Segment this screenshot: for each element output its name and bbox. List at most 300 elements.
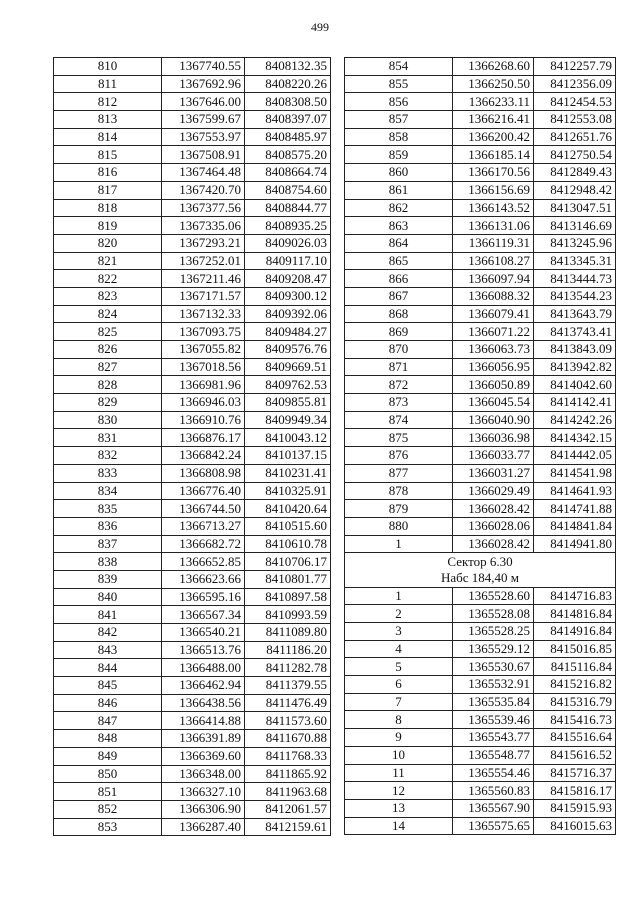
table-row xyxy=(345,58,616,76)
coordinate-y-cell: 8413245.96 xyxy=(534,234,616,252)
coordinate-y-cell: 8413146.69 xyxy=(534,217,616,235)
coordinate-x-cell: 1366250.50 xyxy=(453,75,534,93)
point-number-cell: 870 xyxy=(345,341,453,359)
table-row xyxy=(345,587,616,605)
coordinate-y-cell: 8411186.20 xyxy=(245,641,331,659)
coordinate-x-cell: 1366369.60 xyxy=(162,747,245,765)
coordinate-y-cell: 8410137.15 xyxy=(245,447,331,465)
point-number-cell: 854 xyxy=(345,58,453,76)
coordinate-y-cell: 8412651.76 xyxy=(534,128,616,146)
table-row xyxy=(54,677,331,695)
point-number-cell: 851 xyxy=(54,783,162,801)
coordinate-y-cell: 8410043.12 xyxy=(245,429,331,447)
coordinate-x-cell: 1366595.16 xyxy=(162,588,245,606)
table-row xyxy=(54,783,331,801)
coordinate-x-cell: 1366306.90 xyxy=(162,800,245,818)
table-row xyxy=(345,658,616,676)
table-row xyxy=(54,287,331,305)
coordinate-y-cell: 8413345.31 xyxy=(534,252,616,270)
coordinate-y-cell: 8409855.81 xyxy=(245,394,331,412)
point-number-cell: 846 xyxy=(54,694,162,712)
coordinate-y-cell: 8411379.55 xyxy=(245,677,331,695)
table-row xyxy=(54,553,331,571)
coordinate-y-cell: 8415016.85 xyxy=(534,640,616,658)
coordinate-x-cell: 1367252.01 xyxy=(162,252,245,270)
point-number-cell: 814 xyxy=(54,128,162,146)
point-number-cell: 831 xyxy=(54,429,162,447)
point-number-cell: 874 xyxy=(345,411,453,429)
coordinate-x-cell: 1366029.49 xyxy=(453,482,534,500)
table-row xyxy=(345,605,616,623)
table-row xyxy=(54,93,331,111)
table-row xyxy=(54,482,331,500)
coordinate-y-cell: 8410706.17 xyxy=(245,553,331,571)
point-number-cell: 873 xyxy=(345,394,453,412)
coordinate-x-cell: 1366348.00 xyxy=(162,765,245,783)
coordinate-y-cell: 8408664.74 xyxy=(245,164,331,182)
point-number-cell: 812 xyxy=(54,93,162,111)
coordinate-x-cell: 1366233.11 xyxy=(453,93,534,111)
coordinate-y-cell: 8411573.60 xyxy=(245,712,331,730)
point-number-cell: 858 xyxy=(345,128,453,146)
table-row xyxy=(54,252,331,270)
coordinate-x-cell: 1366131.06 xyxy=(453,217,534,235)
point-number-cell: 4 xyxy=(345,640,453,658)
coordinate-y-cell: 8415116.84 xyxy=(534,658,616,676)
coordinate-y-cell: 8410801.77 xyxy=(245,570,331,588)
point-number-cell: 1 xyxy=(345,535,453,553)
point-number-cell: 5 xyxy=(345,658,453,676)
table-row xyxy=(345,75,616,93)
coordinate-x-cell: 1365535.84 xyxy=(453,693,534,711)
coordinate-x-cell: 1367599.67 xyxy=(162,111,245,129)
coordinate-y-cell: 8409484.27 xyxy=(245,323,331,341)
coordinate-y-cell: 8413643.79 xyxy=(534,305,616,323)
coordinate-x-cell: 1366513.76 xyxy=(162,641,245,659)
table-row xyxy=(345,817,616,835)
coordinate-x-cell: 1366170.56 xyxy=(453,164,534,182)
point-number-cell: 841 xyxy=(54,606,162,624)
coordinate-y-cell: 8410897.58 xyxy=(245,588,331,606)
coordinate-y-cell: 8409949.34 xyxy=(245,411,331,429)
table-row xyxy=(54,376,331,394)
coordinate-x-cell: 1365528.60 xyxy=(453,587,534,605)
coordinate-y-cell: 8408397.07 xyxy=(245,111,331,129)
point-number-cell: 857 xyxy=(345,111,453,129)
table-row xyxy=(345,429,616,447)
table-row xyxy=(345,693,616,711)
coordinate-y-cell: 8409669.51 xyxy=(245,358,331,376)
coordinate-y-cell: 8414741.88 xyxy=(534,500,616,518)
table-row xyxy=(345,358,616,376)
point-number-cell: 849 xyxy=(54,747,162,765)
coordinate-x-cell: 1366268.60 xyxy=(453,58,534,76)
point-number-cell: 8 xyxy=(345,711,453,729)
coordinate-y-cell: 8408220.26 xyxy=(245,75,331,93)
coordinate-y-cell: 8414342.15 xyxy=(534,429,616,447)
coordinate-x-cell: 1366946.03 xyxy=(162,394,245,412)
coordinate-y-cell: 8413942.82 xyxy=(534,358,616,376)
coordinate-y-cell: 8415915.93 xyxy=(534,799,616,817)
point-number-cell: 876 xyxy=(345,447,453,465)
point-number-cell: 848 xyxy=(54,730,162,748)
point-number-cell: 853 xyxy=(54,818,162,836)
coordinate-y-cell: 8408485.97 xyxy=(245,128,331,146)
coordinate-x-cell: 1366088.32 xyxy=(453,287,534,305)
coordinate-y-cell: 8408754.60 xyxy=(245,181,331,199)
table-row xyxy=(345,464,616,482)
coordinate-y-cell: 8413843.09 xyxy=(534,341,616,359)
table-row xyxy=(54,517,331,535)
coordinate-x-cell: 1367018.56 xyxy=(162,358,245,376)
coordinate-x-cell: 1367740.55 xyxy=(162,58,245,76)
coordinate-y-cell: 8413047.51 xyxy=(534,199,616,217)
table-row xyxy=(345,181,616,199)
table-row xyxy=(54,588,331,606)
table-row xyxy=(54,305,331,323)
table-row xyxy=(54,411,331,429)
point-number-cell: 835 xyxy=(54,500,162,518)
point-number-cell: 855 xyxy=(345,75,453,93)
coordinate-y-cell: 8414941.80 xyxy=(534,535,616,553)
coordinate-y-cell: 8412553.08 xyxy=(534,111,616,129)
point-number-cell: 824 xyxy=(54,305,162,323)
coordinate-x-cell: 1366713.27 xyxy=(162,517,245,535)
point-number-cell: 1 xyxy=(345,587,453,605)
table-row xyxy=(345,323,616,341)
table-row xyxy=(345,447,616,465)
point-number-cell: 821 xyxy=(54,252,162,270)
table-row xyxy=(54,447,331,465)
coordinate-x-cell: 1366050.89 xyxy=(453,376,534,394)
table-row xyxy=(345,93,616,111)
point-number-cell: 872 xyxy=(345,376,453,394)
coordinate-y-cell: 8414916.84 xyxy=(534,623,616,641)
coordinate-x-cell: 1366036.98 xyxy=(453,429,534,447)
point-number-cell: 847 xyxy=(54,712,162,730)
point-number-cell: 852 xyxy=(54,800,162,818)
coordinate-x-cell: 1366097.94 xyxy=(453,270,534,288)
coordinate-y-cell: 8411476.49 xyxy=(245,694,331,712)
point-number-cell: 834 xyxy=(54,482,162,500)
point-number-cell: 837 xyxy=(54,535,162,553)
coordinate-x-cell: 1366910.76 xyxy=(162,411,245,429)
coordinate-y-cell: 8410325.91 xyxy=(245,482,331,500)
point-number-cell: 861 xyxy=(345,181,453,199)
table-row xyxy=(345,305,616,323)
coordinate-x-cell: 1366744.50 xyxy=(162,500,245,518)
coordinate-x-cell: 1367646.00 xyxy=(162,93,245,111)
point-number-cell: 9 xyxy=(345,729,453,747)
coordinate-y-cell: 8409762.53 xyxy=(245,376,331,394)
coordinate-x-cell: 1366079.41 xyxy=(453,305,534,323)
coordinate-x-cell: 1367420.70 xyxy=(162,181,245,199)
coordinate-y-cell: 8414816.84 xyxy=(534,605,616,623)
coordinate-y-cell: 8414641.93 xyxy=(534,482,616,500)
table-row xyxy=(54,341,331,359)
point-number-cell: 868 xyxy=(345,305,453,323)
table-row xyxy=(54,500,331,518)
coordinate-y-cell: 8410610.78 xyxy=(245,535,331,553)
point-number-cell: 826 xyxy=(54,341,162,359)
sector-header-row xyxy=(345,553,616,570)
table-row xyxy=(54,181,331,199)
point-number-cell: 810 xyxy=(54,58,162,76)
point-number-cell: 844 xyxy=(54,659,162,677)
coordinate-x-cell: 1367553.97 xyxy=(162,128,245,146)
point-number-cell: 842 xyxy=(54,624,162,642)
coordinate-x-cell: 1366040.90 xyxy=(453,411,534,429)
coordinate-y-cell: 8408132.35 xyxy=(245,58,331,76)
table-row xyxy=(54,464,331,482)
coordinate-x-cell: 1366438.56 xyxy=(162,694,245,712)
coordinate-x-cell: 1366045.54 xyxy=(453,394,534,412)
sector-subheader-row xyxy=(345,570,616,587)
table-row xyxy=(345,128,616,146)
coordinate-x-cell: 1366033.77 xyxy=(453,447,534,465)
coordinate-y-cell: 8413743.41 xyxy=(534,323,616,341)
table-row xyxy=(54,358,331,376)
table-row xyxy=(345,711,616,729)
table-row xyxy=(54,146,331,164)
coordinate-y-cell: 8411768.33 xyxy=(245,747,331,765)
table-row xyxy=(345,376,616,394)
coordinates-table-right xyxy=(344,57,616,835)
table-row xyxy=(54,394,331,412)
table-row xyxy=(345,111,616,129)
point-number-cell: 811 xyxy=(54,75,162,93)
table-row xyxy=(54,641,331,659)
coordinate-x-cell: 1366462.94 xyxy=(162,677,245,695)
point-number-cell: 879 xyxy=(345,500,453,518)
table-row xyxy=(54,234,331,252)
point-number-cell: 819 xyxy=(54,217,162,235)
coordinate-y-cell: 8409208.47 xyxy=(245,270,331,288)
point-number-cell: 838 xyxy=(54,553,162,571)
table-row xyxy=(345,640,616,658)
coordinate-x-cell: 1367171.57 xyxy=(162,287,245,305)
table-row xyxy=(345,799,616,817)
point-number-cell: 867 xyxy=(345,287,453,305)
table-row xyxy=(345,234,616,252)
point-number-cell: 3 xyxy=(345,623,453,641)
table-row xyxy=(345,729,616,747)
coordinate-x-cell: 1366327.10 xyxy=(162,783,245,801)
point-number-cell: 866 xyxy=(345,270,453,288)
coordinate-x-cell: 1367692.96 xyxy=(162,75,245,93)
coordinate-y-cell: 8411963.68 xyxy=(245,783,331,801)
coordinate-y-cell: 8409576.76 xyxy=(245,341,331,359)
coordinate-x-cell: 1365528.08 xyxy=(453,605,534,623)
coordinate-x-cell: 1365530.67 xyxy=(453,658,534,676)
table-row xyxy=(345,482,616,500)
point-number-cell: 12 xyxy=(345,782,453,800)
table-row xyxy=(345,394,616,412)
table-row xyxy=(54,75,331,93)
point-number-cell: 827 xyxy=(54,358,162,376)
coordinate-x-cell: 1365539.46 xyxy=(453,711,534,729)
point-number-cell: 832 xyxy=(54,447,162,465)
coordinate-x-cell: 1365567.90 xyxy=(453,799,534,817)
coordinate-x-cell: 1366540.21 xyxy=(162,624,245,642)
coordinate-y-cell: 8414142.41 xyxy=(534,394,616,412)
table-row xyxy=(345,676,616,694)
coordinate-y-cell: 8416015.63 xyxy=(534,817,616,835)
coordinate-y-cell: 8412454.53 xyxy=(534,93,616,111)
point-number-cell: 11 xyxy=(345,764,453,782)
coordinate-x-cell: 1367211.46 xyxy=(162,270,245,288)
coordinate-y-cell: 8409300.12 xyxy=(245,287,331,305)
point-number-cell: 813 xyxy=(54,111,162,129)
coordinate-x-cell: 1367464.48 xyxy=(162,164,245,182)
table-row xyxy=(345,746,616,764)
coordinate-y-cell: 8409026.03 xyxy=(245,234,331,252)
coordinate-x-cell: 1367335.06 xyxy=(162,217,245,235)
table-row xyxy=(54,323,331,341)
table-row xyxy=(54,429,331,447)
point-number-cell: 850 xyxy=(54,765,162,783)
point-number-cell: 869 xyxy=(345,323,453,341)
coordinate-x-cell: 1365548.77 xyxy=(453,746,534,764)
coordinate-y-cell: 8415516.64 xyxy=(534,729,616,747)
coordinate-x-cell: 1366682.72 xyxy=(162,535,245,553)
table-row xyxy=(54,659,331,677)
table-row xyxy=(54,199,331,217)
point-number-cell: 859 xyxy=(345,146,453,164)
point-number-cell: 817 xyxy=(54,181,162,199)
coordinate-y-cell: 8414242.26 xyxy=(534,411,616,429)
coordinate-x-cell: 1366028.42 xyxy=(453,500,534,518)
coordinate-x-cell: 1366981.96 xyxy=(162,376,245,394)
table-row xyxy=(54,217,331,235)
coordinate-x-cell: 1366185.14 xyxy=(453,146,534,164)
coordinate-y-cell: 8415416.73 xyxy=(534,711,616,729)
point-number-cell: 843 xyxy=(54,641,162,659)
point-number-cell: 862 xyxy=(345,199,453,217)
coordinate-y-cell: 8415616.52 xyxy=(534,746,616,764)
point-number-cell: 2 xyxy=(345,605,453,623)
point-number-cell: 829 xyxy=(54,394,162,412)
coordinate-y-cell: 8412849.43 xyxy=(534,164,616,182)
point-number-cell: 856 xyxy=(345,93,453,111)
point-number-cell: 7 xyxy=(345,693,453,711)
table-row xyxy=(345,623,616,641)
coordinate-x-cell: 1366063.73 xyxy=(453,341,534,359)
table-row xyxy=(345,217,616,235)
coordinate-y-cell: 8412948.42 xyxy=(534,181,616,199)
coordinate-x-cell: 1366028.42 xyxy=(453,535,534,553)
sector-elevation: Набс 184,40 м xyxy=(345,570,616,587)
point-number-cell: 825 xyxy=(54,323,162,341)
point-number-cell: 880 xyxy=(345,517,453,535)
coordinate-x-cell: 1366156.69 xyxy=(453,181,534,199)
point-number-cell: 816 xyxy=(54,164,162,182)
point-number-cell: 877 xyxy=(345,464,453,482)
coordinate-x-cell: 1366287.40 xyxy=(162,818,245,836)
table-row xyxy=(345,199,616,217)
coordinate-x-cell: 1366108.27 xyxy=(453,252,534,270)
point-number-cell: 863 xyxy=(345,217,453,235)
coordinate-y-cell: 8411865.92 xyxy=(245,765,331,783)
point-number-cell: 10 xyxy=(345,746,453,764)
coordinate-y-cell: 8415216.82 xyxy=(534,676,616,694)
coordinate-x-cell: 1366071.22 xyxy=(453,323,534,341)
coordinate-x-cell: 1366623.66 xyxy=(162,570,245,588)
page-number: 499 xyxy=(311,20,329,34)
coordinate-y-cell: 8412356.09 xyxy=(534,75,616,93)
point-number-cell: 13 xyxy=(345,799,453,817)
point-number-cell: 845 xyxy=(54,677,162,695)
table-row xyxy=(54,535,331,553)
point-number-cell: 865 xyxy=(345,252,453,270)
coordinate-x-cell: 1366488.00 xyxy=(162,659,245,677)
point-number-cell: 871 xyxy=(345,358,453,376)
coordinate-y-cell: 8414042.60 xyxy=(534,376,616,394)
point-number-cell: 6 xyxy=(345,676,453,694)
table-row xyxy=(54,765,331,783)
coordinate-x-cell: 1367093.75 xyxy=(162,323,245,341)
table-row xyxy=(54,730,331,748)
coordinate-y-cell: 8411670.88 xyxy=(245,730,331,748)
coordinate-x-cell: 1367508.91 xyxy=(162,146,245,164)
point-number-cell: 836 xyxy=(54,517,162,535)
coordinate-x-cell: 1366567.34 xyxy=(162,606,245,624)
table-row xyxy=(54,128,331,146)
table-row xyxy=(54,570,331,588)
point-number-cell: 830 xyxy=(54,411,162,429)
coordinate-y-cell: 8412061.57 xyxy=(245,800,331,818)
coordinate-y-cell: 8414442.05 xyxy=(534,447,616,465)
table-row xyxy=(345,252,616,270)
coordinate-y-cell: 8411089.80 xyxy=(245,624,331,642)
table-row xyxy=(345,517,616,535)
coordinate-y-cell: 8414841.84 xyxy=(534,517,616,535)
table-row xyxy=(54,800,331,818)
point-number-cell: 828 xyxy=(54,376,162,394)
coordinate-x-cell: 1367132.33 xyxy=(162,305,245,323)
coordinate-x-cell: 1366842.24 xyxy=(162,447,245,465)
coordinate-y-cell: 8415316.79 xyxy=(534,693,616,711)
coordinate-x-cell: 1365560.83 xyxy=(453,782,534,800)
coordinate-y-cell: 8409392.06 xyxy=(245,305,331,323)
table-row xyxy=(345,270,616,288)
coordinate-x-cell: 1365554.46 xyxy=(453,764,534,782)
coordinate-y-cell: 8410420.64 xyxy=(245,500,331,518)
coordinate-x-cell: 1365528.25 xyxy=(453,623,534,641)
coordinate-x-cell: 1366028.06 xyxy=(453,517,534,535)
coordinate-x-cell: 1367055.82 xyxy=(162,341,245,359)
coordinate-y-cell: 8408844.77 xyxy=(245,199,331,217)
coordinate-x-cell: 1365575.65 xyxy=(453,817,534,835)
table-row xyxy=(54,270,331,288)
sector-title: Сектор 6.30 xyxy=(345,553,616,570)
table-row xyxy=(345,764,616,782)
table-row xyxy=(345,164,616,182)
coordinate-x-cell: 1366031.27 xyxy=(453,464,534,482)
point-number-cell: 864 xyxy=(345,234,453,252)
coordinate-y-cell: 8408575.20 xyxy=(245,146,331,164)
point-number-cell: 833 xyxy=(54,464,162,482)
coordinate-x-cell: 1366216.41 xyxy=(453,111,534,129)
coordinates-table-left xyxy=(53,57,331,836)
point-number-cell: 839 xyxy=(54,570,162,588)
coordinate-x-cell: 1366200.42 xyxy=(453,128,534,146)
table-row xyxy=(54,712,331,730)
coordinate-y-cell: 8408308.50 xyxy=(245,93,331,111)
point-number-cell: 14 xyxy=(345,817,453,835)
coordinate-y-cell: 8415716.37 xyxy=(534,764,616,782)
table-row xyxy=(345,500,616,518)
